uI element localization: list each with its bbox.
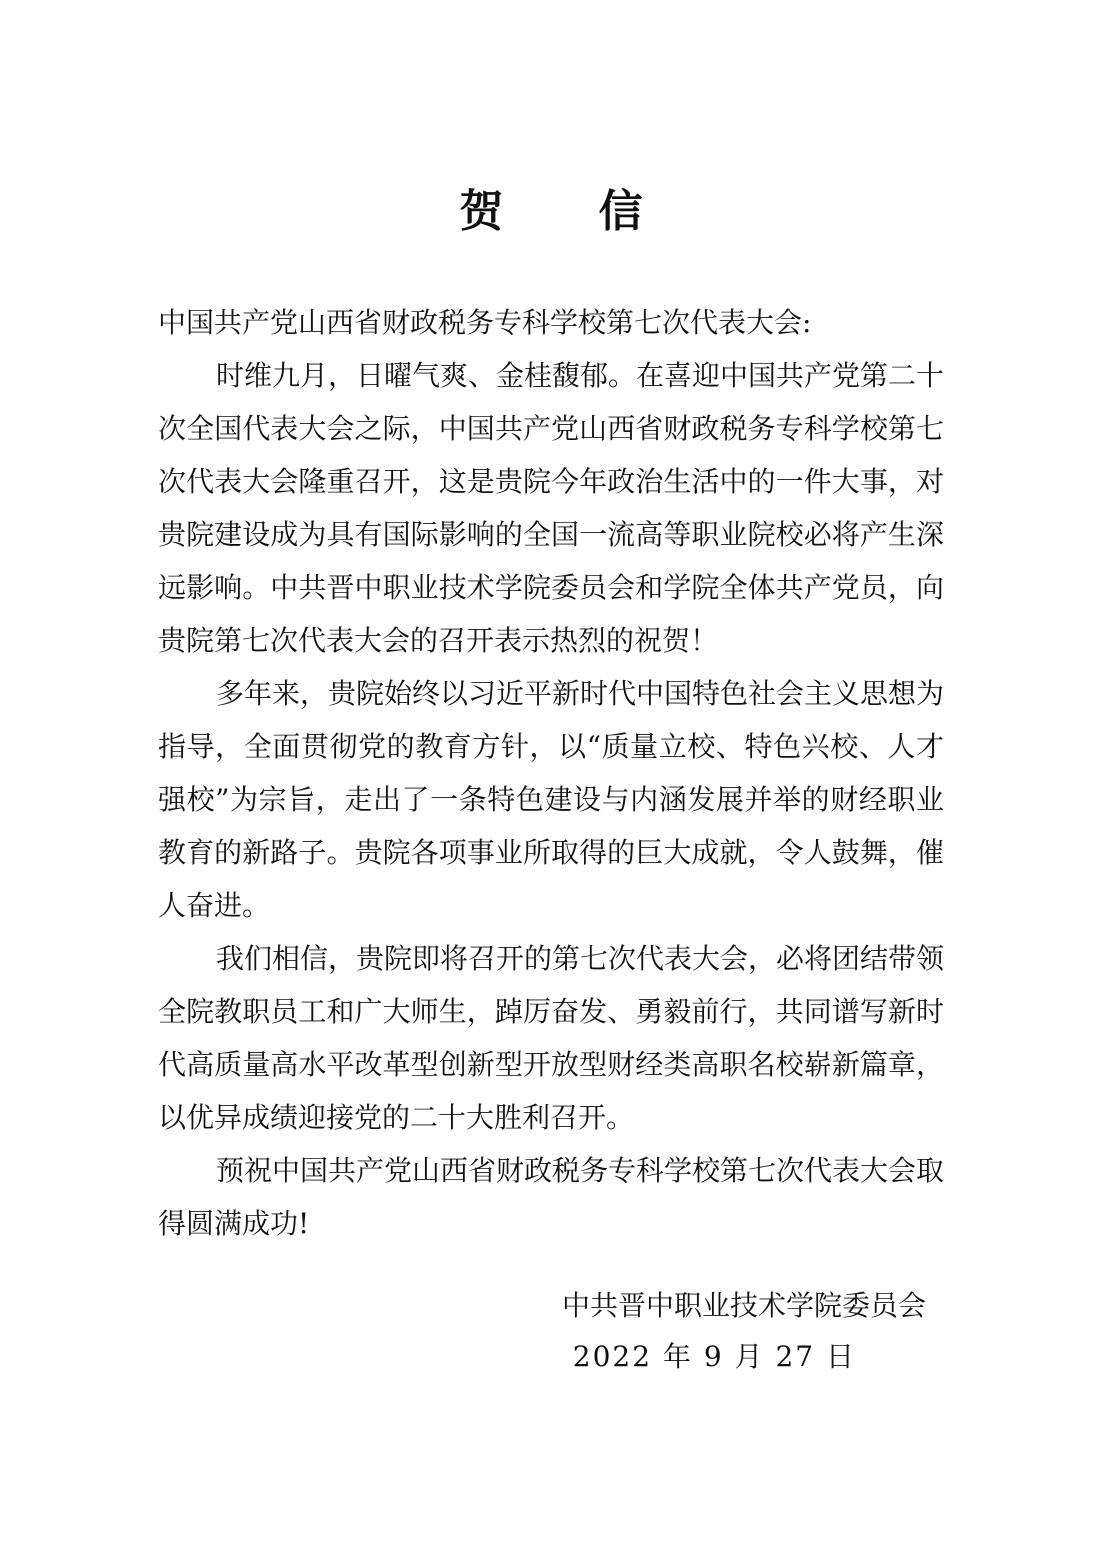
paragraph-4: 预祝中国共产党山西省财政税务专科学校第七次代表大会取得圆满成功! — [158, 1154, 945, 1240]
paragraph-3: 我们相信，贵院即将召开的第七次代表大会，必将团结带领全院教职员工和广大师生，踔厉奋发、勇毅前行，共同谱写新时代高质量高水平改革型创新型开放型财经类高职名校崭新篇章，以优异成绩迎接党的二十大胜利召开。 — [158, 942, 945, 1134]
signature-organization: 中共晋中职业技术学院委员会 — [561, 1289, 926, 1322]
salutation: 中国共产党山西省财政税务专科学校第七次代表大会: — [158, 306, 812, 339]
letter-title: 贺 信 — [459, 186, 683, 237]
signature-date: 2022 年 9 月 27 日 — [572, 1340, 856, 1373]
paragraph-1: 时维九月，日曜气爽、金桂馥郁。在喜迎中国共产党第二十次全国代表大会之际，中国共产党山西省财政税务专科学校第七次代表大会隆重召开，这是贵院今年政治生活中的一件大事，对贵院建设成为具有国际影响的全国一流高等职业院校必将产生深远影响。中共晋中职业技术学院委员会和学院全体共产党员，向贵院第七次代表大会的召开表示热烈的祝贺！ — [158, 359, 945, 657]
paragraph-2: 多年来，贵院始终以习近平新时代中国特色社会主义思想为指导，全面贯彻党的教育方针，以“质量立校、特色兴校、人才强校”为宗旨，走出了一条特色建设与内涵发展并举的财经职业教育的新路子。贵院各项事业所取得的巨大成就，令人鼓舞，催人奋进。 — [158, 677, 945, 922]
letter-body — [158, 296, 944, 1250]
